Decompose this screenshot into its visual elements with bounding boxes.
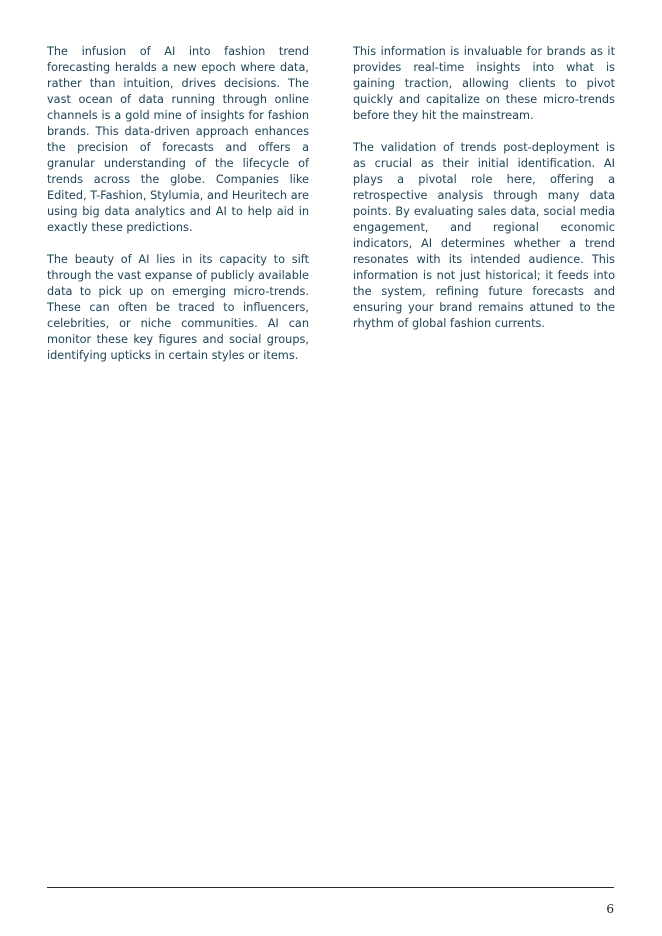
paragraph-trend-validation: The validation of trends post-deployment is as crucial as their initial identification. AI plays a pivotal role here, offering a retrospective analysis through many data points. By evaluating sales data, social media engagement, and regional economic indicators, AI determines whether a trend resonates with its intended audience. This information is not just historical; it feeds into the system, refining future forecasts and ensuring your brand remains attuned to the rhythm of global fashion currents. [353,141,615,330]
paragraph-real-time-insights: This information is invaluable for brands as it provides real-time insights into what is gaining traction, allowing clients to pivot quickly and capitalize on these micro-trends before they hit the mainstream. [353,45,615,122]
paragraph-ai-micro-trends: The beauty of AI lies in its capacity to sift through the vast expanse of publicly available data to pick up on emerging micro-trends. These can often be traced to influencers, celebrities, or niche communities. AI can monitor these key figures and social groups, identifying upticks in certain styles or items. [47,253,309,362]
paragraph-ai-trend-forecasting: The infusion of AI into fashion trend forecasting heralds a new epoch where data, rather than intuition, drives decisions. The vast ocean of data running through online channels is a gold mine of insights for fashion brands. This data-driven approach enhances the precision of forecasts and offers a granular understanding of the lifecycle of trends across the globe. Companies like Edited, T-Fashion, Stylumia, and Heuritech are using big data analytics and AI to help aid in exactly these predictions. [47,45,309,234]
footer-divider [47,887,614,888]
left-column [47,44,309,380]
right-column [353,44,615,348]
page-number: 6 [606,902,614,916]
